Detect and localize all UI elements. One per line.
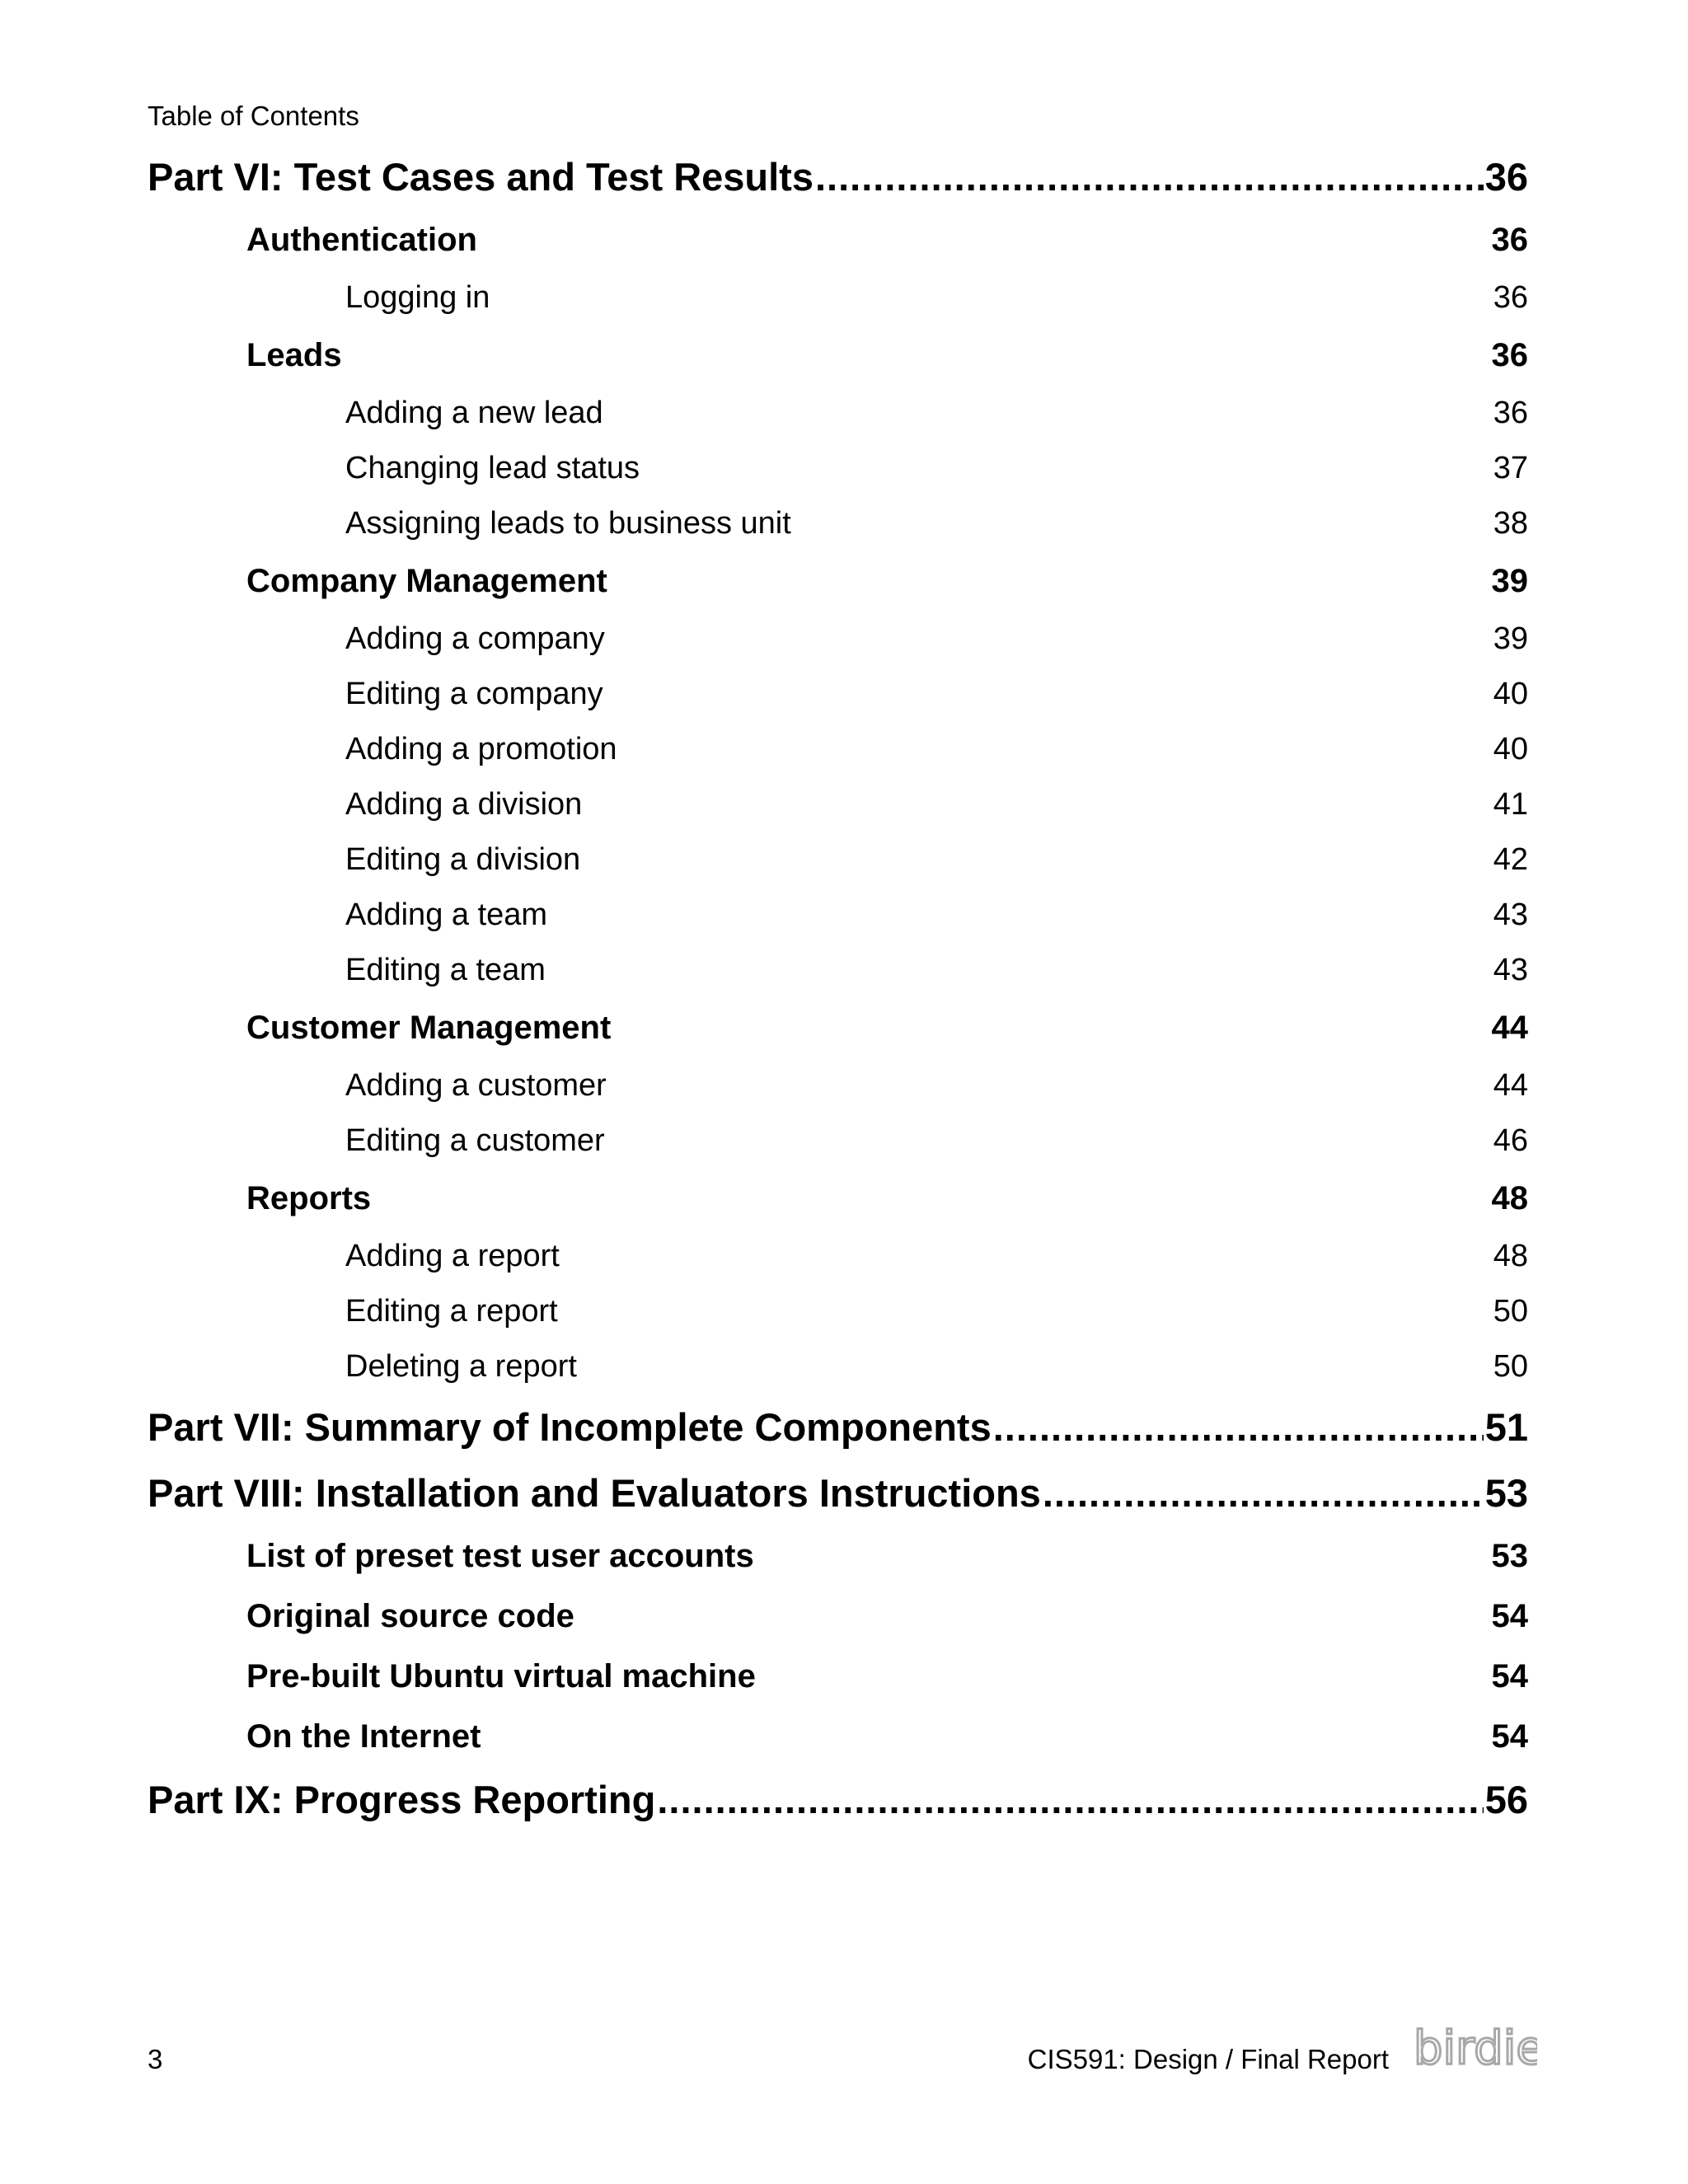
toc-entry-page-number: 42 [1493, 842, 1528, 877]
toc-entry-title: Part VIII: Installation and Evaluators Instructions [148, 1471, 1041, 1515]
toc-entry-title: Logging in [345, 280, 490, 315]
toc-subsection-entry[interactable] [148, 1339, 1528, 1394]
dot-leader [815, 144, 1484, 210]
toc-entry-title: Editing a customer [345, 1123, 605, 1158]
table-of-contents [148, 144, 1528, 1833]
toc-heading: Table of Contents [148, 101, 359, 131]
toc-section-entry[interactable] [148, 1707, 1528, 1767]
toc-subsection-entry[interactable] [148, 888, 1528, 943]
birdie-logo [1412, 2019, 1537, 2081]
toc-entry-page-number: 36 [1493, 396, 1528, 430]
toc-part-entry[interactable] [148, 1394, 1528, 1460]
toc-subsection-entry[interactable] [148, 943, 1528, 998]
toc-entry-title: Original source code [246, 1598, 574, 1634]
toc-section-entry[interactable] [148, 551, 1528, 612]
toc-entry-page-number: 53 [1484, 1471, 1528, 1515]
toc-entry-title: Editing a team [345, 953, 546, 987]
toc-entry-page-number: 50 [1493, 1349, 1528, 1384]
toc-entry-title: Editing a company [345, 677, 603, 711]
toc-entry-title: Customer Management [246, 1010, 612, 1046]
toc-subsection-entry[interactable] [148, 1058, 1528, 1113]
toc-entry-title: Adding a team [345, 898, 548, 932]
dot-leader [657, 1767, 1483, 1833]
toc-entry-page-number: 44 [1491, 1010, 1528, 1046]
toc-subsection-entry[interactable] [148, 1284, 1528, 1339]
toc-entry-page-number: 43 [1493, 898, 1528, 932]
toc-subsection-entry[interactable] [148, 1113, 1528, 1169]
toc-entry-title: Part VII: Summary of Incomplete Components [148, 1405, 992, 1449]
toc-entry-page-number: 53 [1491, 1538, 1528, 1574]
toc-subsection-entry[interactable] [148, 722, 1528, 777]
toc-part-entry[interactable] [148, 1767, 1528, 1833]
toc-subsection-entry[interactable] [148, 612, 1528, 667]
toc-entry-title: Adding a promotion [345, 732, 617, 766]
toc-entry-title: Pre-built Ubuntu virtual machine [246, 1658, 756, 1694]
toc-entry-title: Deleting a report [345, 1349, 577, 1384]
toc-entry-page-number: 38 [1493, 506, 1528, 541]
toc-entry-title: Company Management [246, 563, 607, 599]
toc-entry-title: Authentication [246, 222, 477, 258]
toc-entry-title: Assigning leads to business unit [345, 506, 791, 541]
toc-entry-title: Editing a division [345, 842, 581, 877]
toc-entry-page-number: 46 [1493, 1123, 1528, 1158]
dot-leader [993, 1394, 1484, 1460]
toc-entry-page-number: 48 [1491, 1180, 1528, 1216]
toc-entry-title: Reports [246, 1180, 372, 1216]
toc-entry-page-number: 40 [1493, 732, 1528, 766]
toc-entry-page-number: 39 [1491, 563, 1528, 599]
toc-entry-page-number: 54 [1491, 1598, 1528, 1634]
toc-entry-page-number: 37 [1493, 451, 1528, 485]
toc-entry-title: Part VI: Test Cases and Test Results [148, 155, 814, 199]
toc-entry-page-number: 51 [1484, 1405, 1528, 1449]
footer-page-number: 3 [148, 2044, 163, 2074]
toc-entry-page-number: 54 [1491, 1718, 1528, 1755]
toc-subsection-entry[interactable] [148, 667, 1528, 722]
toc-subsection-entry[interactable] [148, 270, 1528, 326]
toc-section-entry[interactable] [148, 998, 1528, 1058]
toc-entry-title: Leads [246, 337, 342, 373]
toc-section-entry[interactable] [148, 1647, 1528, 1707]
toc-entry-title: Adding a new lead [345, 396, 603, 430]
toc-entry-page-number: 39 [1493, 621, 1528, 656]
toc-subsection-entry[interactable] [148, 441, 1528, 496]
toc-entry-title: On the Internet [246, 1718, 481, 1755]
toc-section-entry[interactable] [148, 1586, 1528, 1647]
toc-entry-title: Editing a report [345, 1294, 558, 1329]
toc-entry-title: Part IX: Progress Reporting [148, 1778, 656, 1821]
dot-leader [1043, 1460, 1484, 1526]
toc-entry-page-number: 48 [1493, 1239, 1528, 1273]
toc-subsection-entry[interactable] [148, 1229, 1528, 1284]
toc-entry-title: Adding a company [345, 621, 605, 656]
toc-part-entry[interactable] [148, 144, 1528, 210]
toc-entry-page-number: 36 [1493, 280, 1528, 315]
toc-subsection-entry[interactable] [148, 777, 1528, 832]
toc-section-entry[interactable] [148, 1169, 1528, 1229]
toc-entry-title: Adding a report [345, 1239, 560, 1273]
toc-entry-page-number: 56 [1484, 1778, 1528, 1821]
toc-section-entry[interactable] [148, 210, 1528, 270]
toc-entry-title: Adding a customer [345, 1068, 607, 1103]
toc-entry-page-number: 54 [1491, 1658, 1528, 1694]
toc-entry-page-number: 36 [1491, 222, 1528, 258]
toc-entry-title: Changing lead status [345, 451, 640, 485]
toc-part-entry[interactable] [148, 1460, 1528, 1526]
toc-section-entry[interactable] [148, 1526, 1528, 1586]
toc-entry-page-number: 50 [1493, 1294, 1528, 1329]
svg-text:birdie: birdie [1414, 2022, 1537, 2075]
toc-subsection-entry[interactable] [148, 832, 1528, 888]
footer-report-title: CIS591: Design / Final Report [1027, 2044, 1389, 2074]
toc-subsection-entry[interactable] [148, 496, 1528, 551]
toc-entry-page-number: 44 [1493, 1068, 1528, 1103]
toc-subsection-entry[interactable] [148, 386, 1528, 441]
toc-entry-page-number: 36 [1491, 337, 1528, 373]
toc-entry-title: List of preset test user accounts [246, 1538, 754, 1574]
toc-entry-page-number: 41 [1493, 787, 1528, 822]
toc-entry-title: Adding a division [345, 787, 583, 822]
toc-entry-page-number: 43 [1493, 953, 1528, 987]
toc-section-entry[interactable] [148, 326, 1528, 386]
toc-entry-page-number: 36 [1484, 155, 1528, 199]
toc-entry-page-number: 40 [1493, 677, 1528, 711]
